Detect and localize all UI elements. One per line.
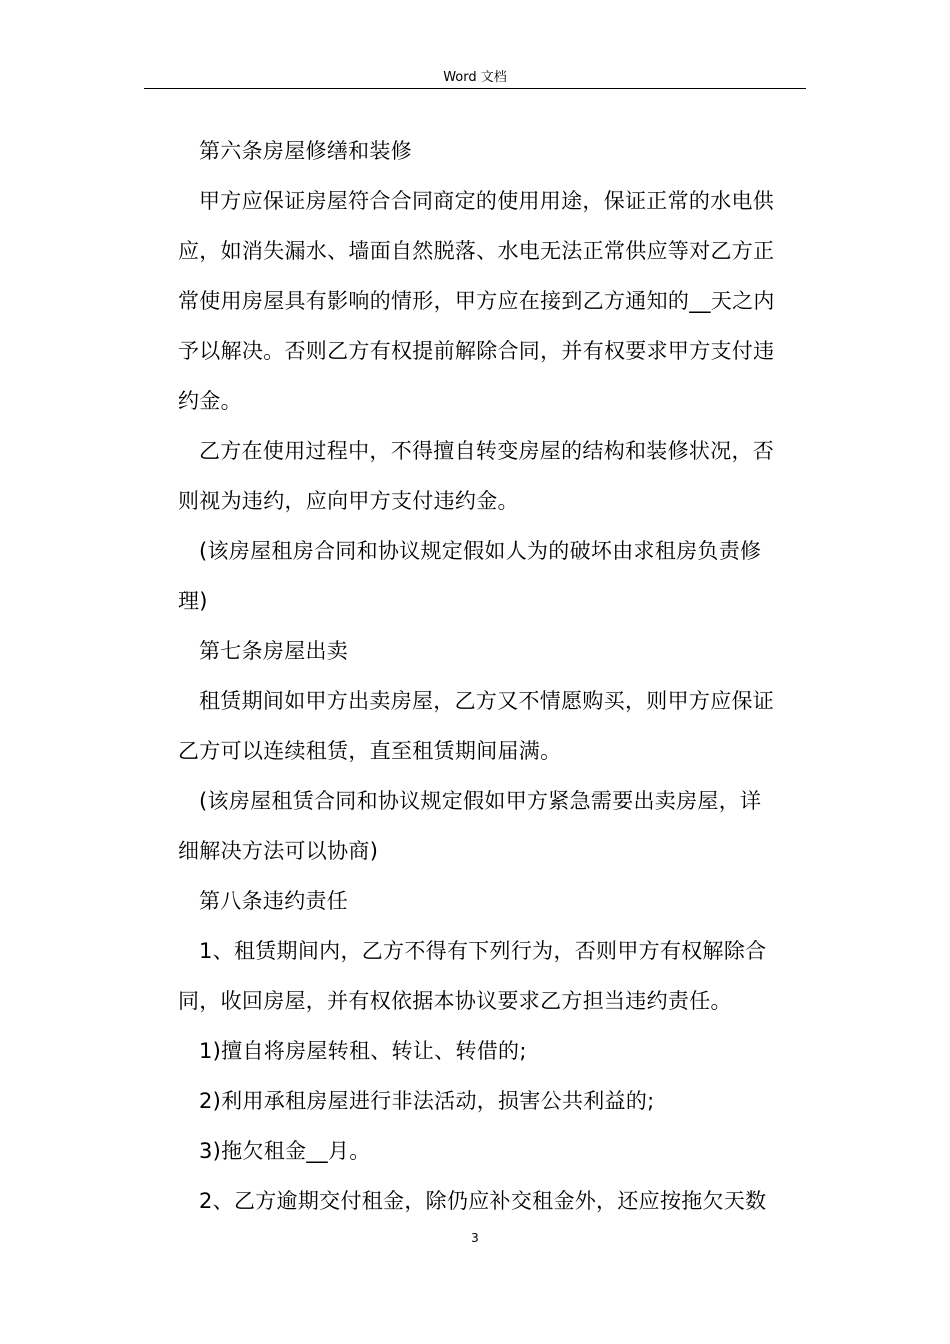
- header-title: Word 文档: [443, 70, 507, 85]
- page-header: [144, 66, 806, 89]
- text-line: 约金。: [178, 389, 242, 413]
- text-line: (该房屋租赁合同和协议规定假如甲方紧急需要出卖房屋，详: [199, 789, 762, 813]
- text-line: 常使用房屋具有影响的情形，甲方应在接到乙方通知的__天之内: [178, 289, 775, 313]
- document-body: [178, 126, 808, 1226]
- page-number: 3: [471, 1231, 479, 1245]
- paragraph: [178, 426, 808, 526]
- paragraph-note: [178, 526, 808, 626]
- text-line: 租赁期间如甲方出卖房屋，乙方又不情愿购买，则甲方应保证: [199, 689, 775, 713]
- section-heading-8: [178, 876, 808, 926]
- text-line: 甲方应保证房屋符合合同商定的使用用途，保证正常的水电供: [199, 189, 775, 213]
- text-line: (该房屋租房合同和协议规定假如人为的破坏由求租房负责修: [199, 539, 762, 563]
- text-line: 3)拖欠租金__月。: [199, 1139, 371, 1163]
- section-heading-7: [178, 626, 808, 676]
- text-line: 乙方可以连续租赁，直至租赁期间届满。: [178, 739, 562, 763]
- paragraph: [178, 1176, 808, 1226]
- section-heading-6: [178, 126, 808, 176]
- list-item: [178, 1126, 808, 1176]
- paragraph: [178, 176, 808, 426]
- text-line: 第六条房屋修缮和装修: [199, 139, 412, 163]
- text-line: 1)擅自将房屋转租、转让、转借的;: [199, 1039, 527, 1063]
- text-line: 予以解决。否则乙方有权提前解除合同，并有权要求甲方支付违: [178, 339, 775, 363]
- text-line: 2)利用承租房屋进行非法活动，损害公共利益的;: [199, 1089, 655, 1113]
- text-line: 细解决方法可以协商): [178, 839, 379, 863]
- list-item: [178, 1026, 808, 1076]
- text-line: 同，收回房屋，并有权依据本协议要求乙方担当违约责任。: [178, 989, 732, 1013]
- text-line: 理): [178, 589, 208, 613]
- text-line: 乙方在使用过程中，不得擅自转变房屋的结构和装修状况，否: [199, 439, 775, 463]
- list-item: [178, 1076, 808, 1126]
- text-line: 1、租赁期间内，乙方不得有下列行为，否则甲方有权解除合: [199, 939, 767, 963]
- text-line: 则视为违约，应向甲方支付违约金。: [178, 489, 519, 513]
- paragraph: [178, 926, 808, 1026]
- paragraph-note: [178, 776, 808, 876]
- text-line: 第七条房屋出卖: [199, 639, 349, 663]
- text-line: 2、乙方逾期交付租金，除仍应补交租金外，还应按拖欠天数: [199, 1189, 767, 1213]
- text-line: 第八条违约责任: [199, 889, 349, 913]
- text-line: 应，如消失漏水、墙面自然脱落、水电无法正常供应等对乙方正: [178, 239, 775, 263]
- paragraph: [178, 676, 808, 776]
